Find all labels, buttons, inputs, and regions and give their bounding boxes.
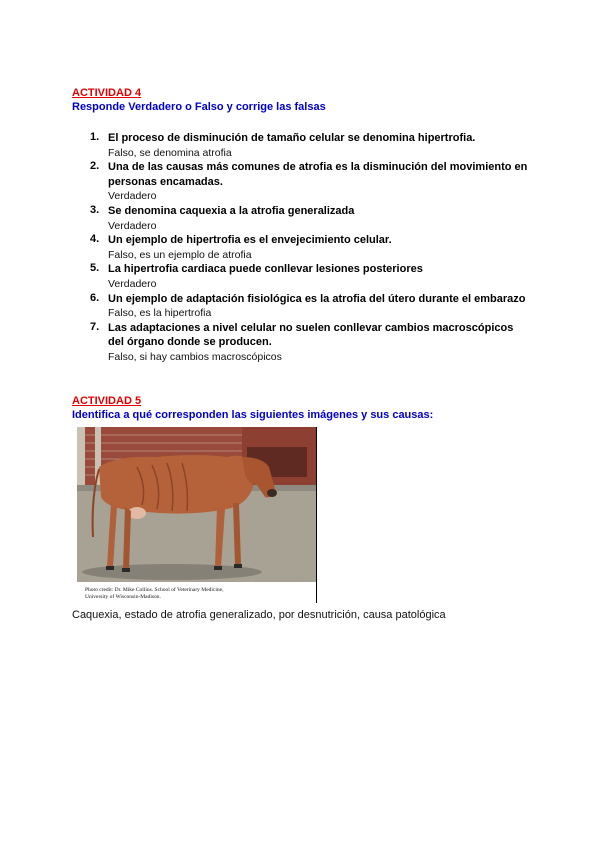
photo-credit	[85, 587, 223, 601]
item-number: 1.	[90, 131, 100, 143]
question-text: Una de las causas más comunes de atrofia es la disminución del movimiento en personas encamadas.	[108, 161, 528, 188]
answer-text: Verdadero	[108, 277, 157, 290]
question-text: Se denomina caquexia a la atrofia generalizada	[108, 204, 355, 217]
answer-text: Verdadero	[108, 190, 157, 203]
item-number: 7.	[90, 320, 100, 333]
list-item	[90, 262, 530, 291]
photo-credit-line1: Photo credit: Dr. Mike Collins. School of Veterinary Medicine,	[85, 587, 224, 593]
item-number: 3.	[90, 203, 100, 216]
list-item	[90, 233, 530, 262]
question-text: La hipertrofia cardiaca puede conllevar lesiones posteriores	[108, 263, 423, 276]
activity5-answer: Caquexia, estado de atrofia generalizado, por desnutrición, causa patológica	[72, 609, 446, 621]
activity4-instruction: Responde Verdadero o Falso y corrige las falsas	[72, 101, 326, 113]
cachectic-cow-image	[77, 427, 316, 603]
list-item	[90, 292, 530, 321]
item-number: 2.	[90, 160, 100, 173]
question-text: Las adaptaciones a nivel celular no suelen conllevar cambios macroscópicos del órgano donde se producen.	[108, 321, 514, 349]
answer-text: Verdadero	[108, 219, 157, 232]
list-item	[90, 160, 530, 204]
list-item	[90, 321, 530, 365]
question-text: Un ejemplo de hipertrofia es el envejecimiento celular.	[108, 234, 392, 247]
question-text: El proceso de disminución de tamaño celular se denomina hipertrofia.	[108, 132, 476, 144]
answer-text: Falso, si hay cambios macroscópicos	[108, 350, 282, 363]
cow-photo	[77, 427, 317, 603]
answer-text: Falso, es un ejemplo de atrofia	[108, 248, 252, 261]
photo-credit-line2: University of Wisconsin-Madison.	[85, 594, 161, 600]
list-item	[90, 204, 530, 233]
activity5-instruction: Identifica a qué corresponden las siguientes imágenes y sus causas:	[72, 409, 434, 421]
list-item	[90, 131, 530, 160]
item-number: 5.	[90, 262, 100, 275]
answer-text: Falso, se denomina atrofia	[108, 146, 232, 159]
activity4-title: ACTIVIDAD 4	[72, 87, 142, 99]
item-number: 6.	[90, 291, 100, 304]
question-list	[90, 131, 530, 365]
question-text: Un ejemplo de adaptación fisiológica es la atrofia del útero durante el embarazo	[108, 292, 526, 305]
item-number: 4.	[90, 233, 100, 246]
answer-text: Falso, es la hipertrofia	[108, 307, 212, 320]
activity5-title: ACTIVIDAD 5	[72, 395, 142, 407]
